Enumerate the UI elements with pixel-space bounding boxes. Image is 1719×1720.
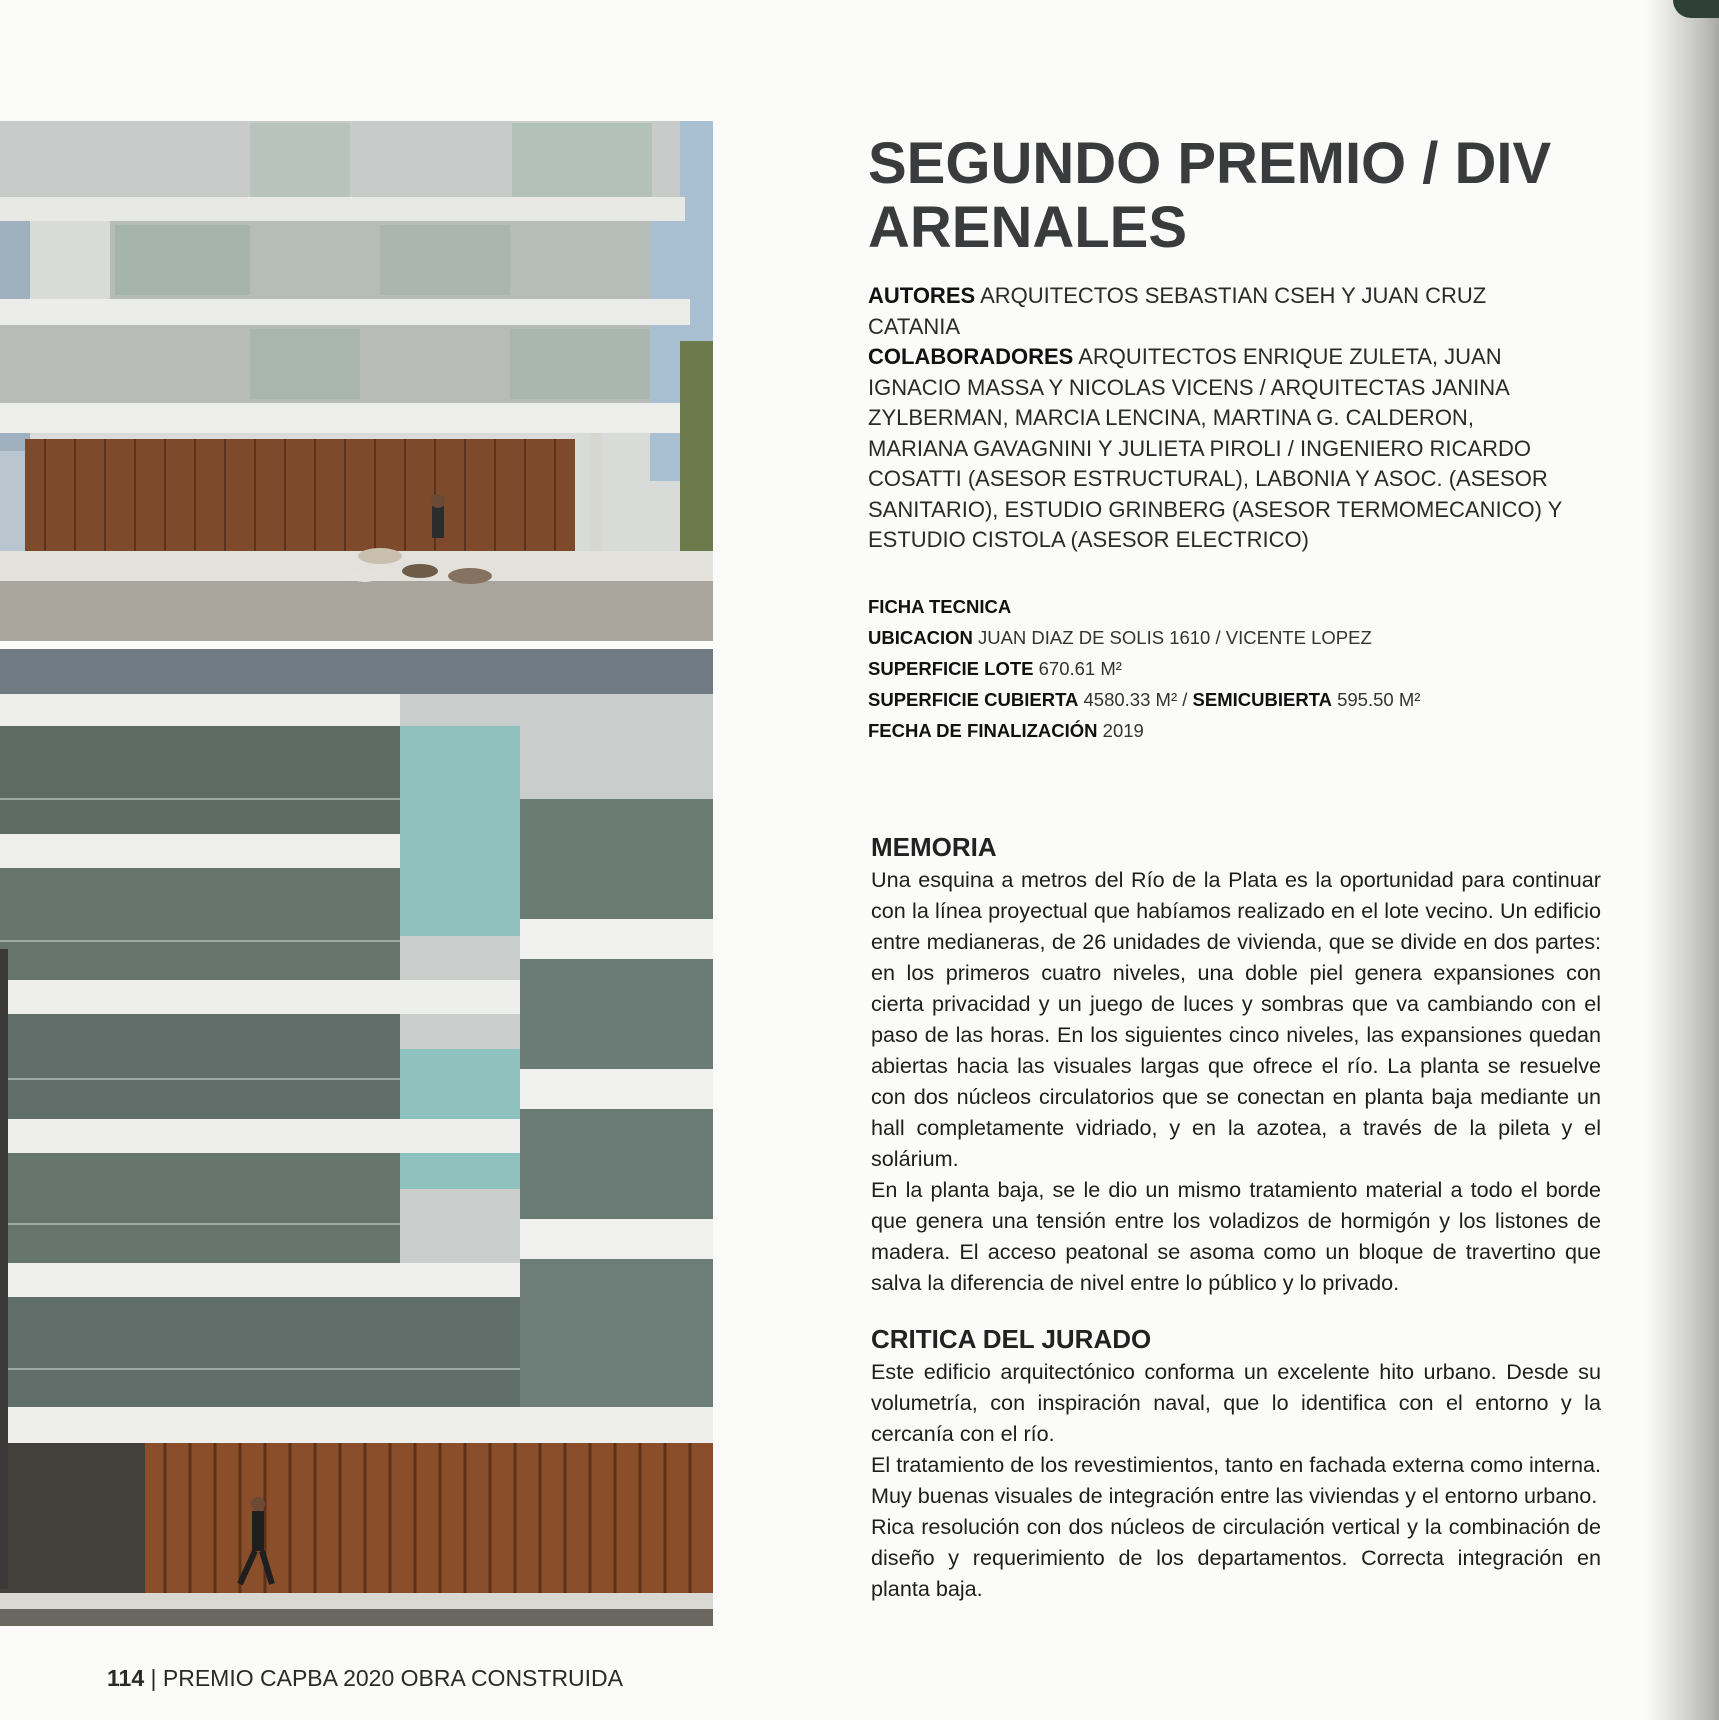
building-photo-bottom-illustration <box>0 649 713 1626</box>
ficha-fecha <box>868 715 1568 746</box>
building-photo-bottom <box>0 649 713 1626</box>
ubicacion-label: UBICACION <box>868 627 973 648</box>
semicubierta-label: SEMICUBIERTA <box>1192 689 1332 710</box>
semicubierta-value: 595.50 M² <box>1337 689 1421 710</box>
ficha-lote <box>868 653 1568 684</box>
footer-separator: | <box>150 1665 157 1691</box>
autores-text: ARQUITECTOS SEBASTIAN CSEH Y JUAN CRUZ CATANIA <box>868 283 1487 339</box>
critica-paragraph-3: Rica resolución con dos núcleos de circulación vertical y la combinación de diseño y requerimiento de los departamentos. Correcta integración en planta baja. <box>871 1514 1601 1601</box>
ficha-cubierta <box>868 684 1568 715</box>
fecha-label: FECHA DE FINALIZACIÓN <box>868 720 1098 741</box>
fecha-value: 2019 <box>1102 720 1144 741</box>
critica-paragraph-1: Este edificio arquitectónico conforma un excelente hito urbano. Desde su volumetría, con inspiración naval, que lo identifica con el entorno y la cercanía con el río. <box>871 1359 1601 1446</box>
memoria-body <box>871 864 1601 1298</box>
memoria-paragraph-2: En la planta baja, se le dio un mismo tratamiento material a todo el borde que genera una tensión entre los voladizos de hormigón y los listones de madera. El acceso peatonal se asoma como un bloque de travertino que salva la diferencia de nivel entre lo público y lo privado. <box>871 1177 1601 1295</box>
memoria-paragraph-1: Una esquina a metros del Río de la Plata es la oportunidad para continuar con la línea proyectual que habíamos realizado en el lote vecino. Un edificio entre medianeras, de 26 unidades de vivienda, que se divide en dos partes: en los primeros cuatro niveles, una doble piel genera expansiones con cierta privacidad y un juego de luces y sombras que va cambiando con el paso de las horas. En los siguientes cinco niveles, las expansiones quedan abiertas hacia las visuales largas que ofrece el río. La planta se resuelve con dos núcleos circulatorios que se conectan en planta baja mediante un hall completamente vidriado, y en la azotea, a través de la pileta y el solárium. <box>871 867 1601 1171</box>
critica-paragraph-2: El tratamiento de los revestimientos, tanto en fachada externa como interna. Muy buenas visuales de integración entre las viviendas y el entorno urbano. <box>871 1452 1601 1508</box>
page-title: SEGUNDO PREMIO / DIV ARENALES <box>868 131 1552 260</box>
building-photo-top <box>0 121 713 641</box>
ficha-ubicacion <box>868 622 1568 653</box>
building-photo-top-illustration <box>0 121 713 641</box>
book-page-edge <box>1645 0 1719 1720</box>
lote-value: 670.61 M² <box>1038 658 1122 679</box>
autores-label: AUTORES <box>868 283 976 308</box>
colaboradores-label: COLABORADORES <box>868 344 1074 369</box>
credits-block <box>868 281 1568 556</box>
lote-label: SUPERFICIE LOTE <box>868 658 1034 679</box>
ficha-heading: FICHA TECNICA <box>868 596 1012 617</box>
colaboradores-text: ARQUITECTOS ENRIQUE ZULETA, JUAN IGNACIO MASSA Y NICOLAS VICENS / ARQUITECTAS JANINA ZYLBERMAN, MARCIA LENCINA, MARTINA G. CALDERON, MARIANA GAVAGNINI Y JULIETA PIROLI / INGENIERO RICARDO COSATTI (ASESOR ESTRUCTURAL), LABONIA Y ASOC. (ASESOR SANITARIO), ESTUDIO GRINBERG (ASESOR TERMOMECANICO) Y ESTUDIO CISTOLA (ASESOR ELECTRICO) <box>868 344 1562 552</box>
page-number: 114 <box>107 1665 145 1691</box>
footer-publication: PREMIO CAPBA 2020 OBRA CONSTRUIDA <box>162 1665 624 1691</box>
memoria-heading: MEMORIA <box>871 832 997 862</box>
ficha-tecnica <box>868 591 1568 746</box>
page-footer <box>107 1665 623 1692</box>
critica-heading: CRITICA DEL JURADO <box>871 1324 1152 1354</box>
ubicacion-value: JUAN DIAZ DE SOLIS 1610 / VICENTE LOPEZ <box>977 627 1372 648</box>
cubierta-value: 4580.33 M² / <box>1083 689 1188 710</box>
cubierta-label: SUPERFICIE CUBIERTA <box>868 689 1079 710</box>
critica-body <box>871 1356 1601 1604</box>
